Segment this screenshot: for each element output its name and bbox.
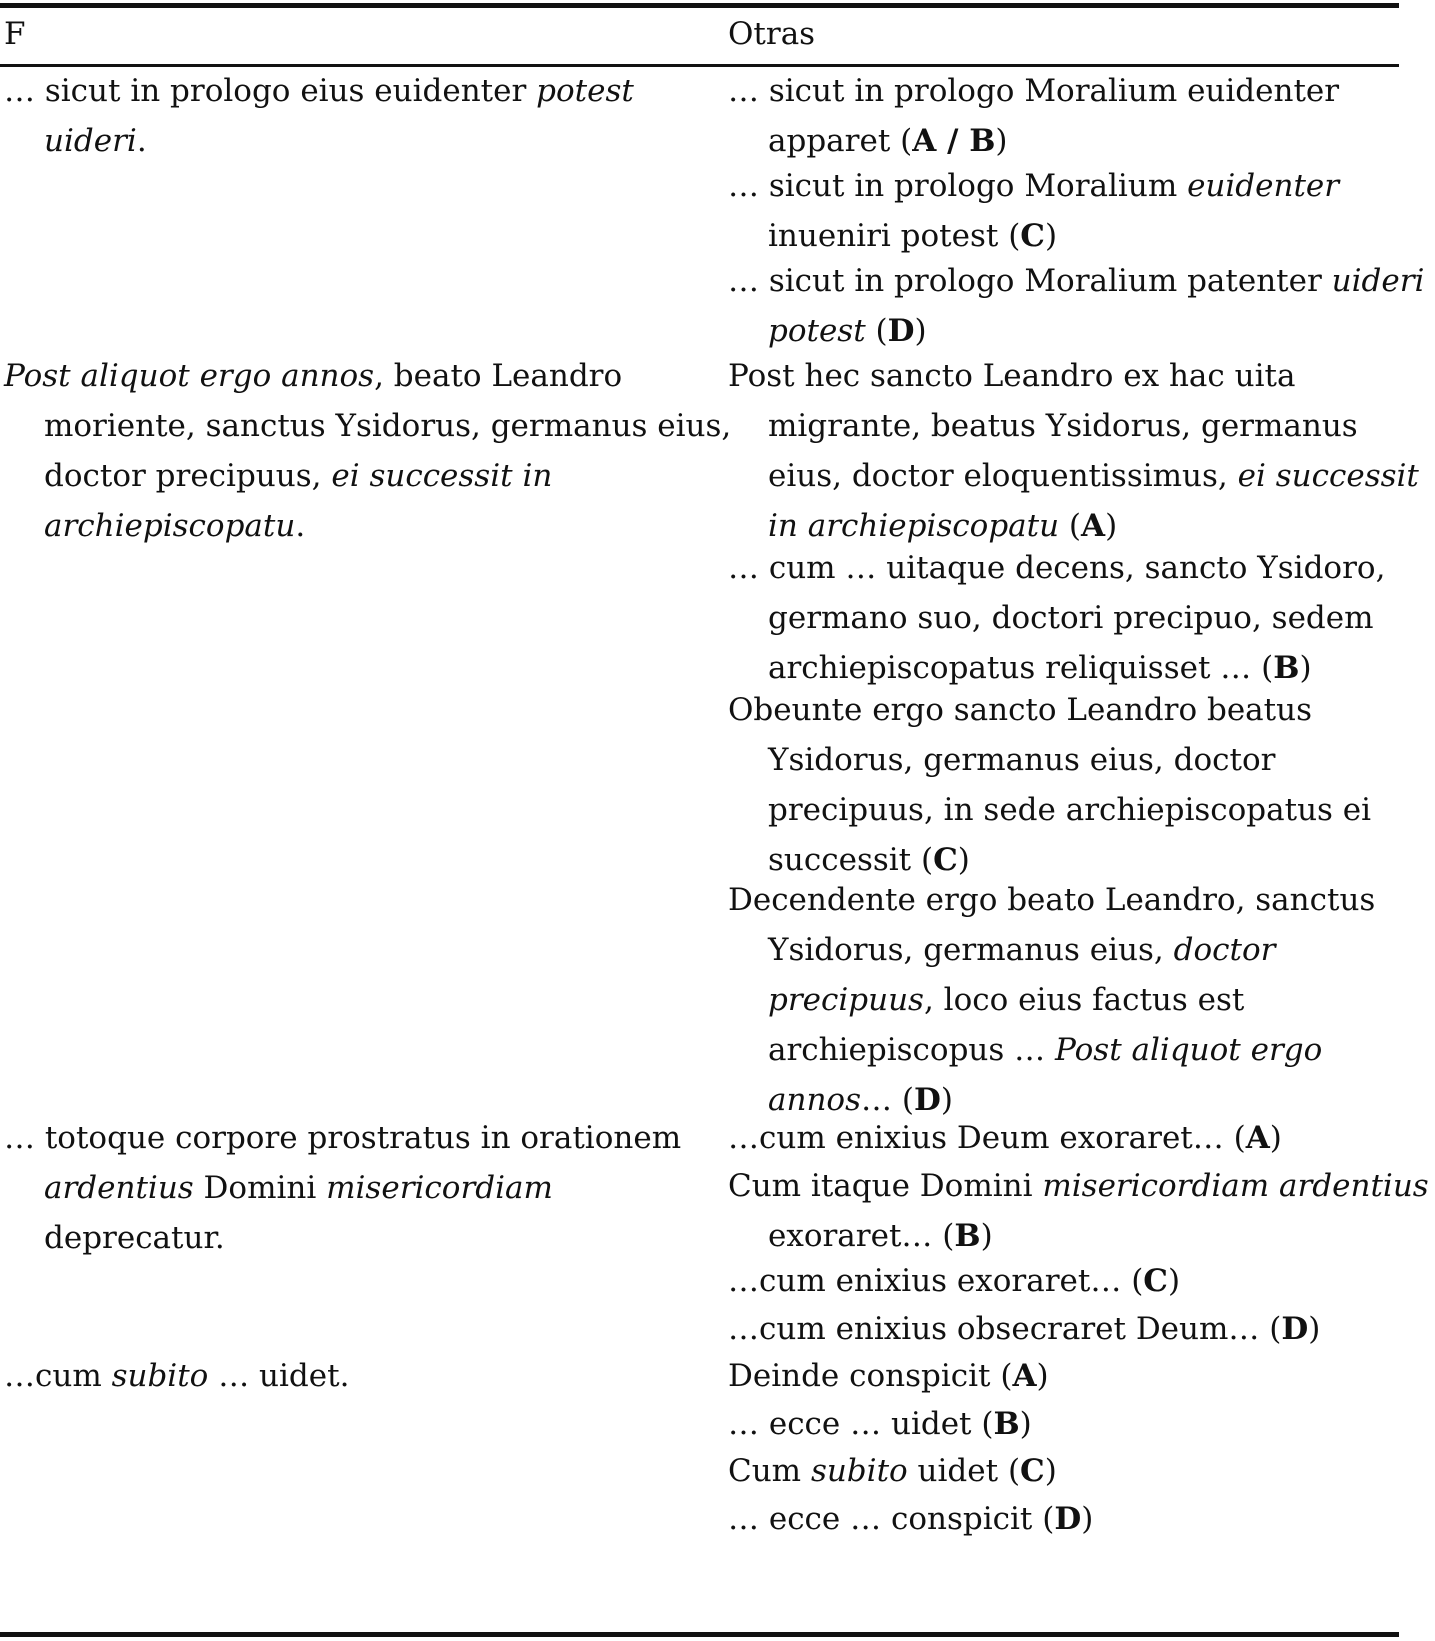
text-run: ) [1081,1501,1094,1537]
shared-text-italic: potest uideri [44,73,634,159]
text-run: Domini [193,1170,327,1206]
text-run: … sicut in prologo Moralium [728,168,1188,204]
witness-siglum: A [1081,508,1106,544]
shared-text-italic: ei successit in archiepiscopatu [44,458,553,544]
witness-siglum: C [1143,1263,1168,1299]
text-run: …cum enixius Deum exoraret… ( [728,1120,1246,1156]
text-run: ) [995,123,1008,159]
text-run: exoraret… ( [768,1218,955,1254]
text-run: ) [1308,1311,1321,1347]
shared-text-italic: doctor precipuus [768,932,1276,1018]
text-run: ) [1044,218,1058,254]
witness-siglum: B [954,1218,981,1254]
witness-siglum: B [1273,650,1300,686]
witness-siglum: C [933,842,958,878]
text-run: ) [1019,1406,1032,1442]
row-4-f-cell [4,1351,734,1401]
witness-siglum: C [1020,218,1045,254]
text-run: …cum enixius exoraret… ( [728,1263,1144,1299]
row-2-otras-c [728,685,1435,885]
row-4-otras-a [728,1351,1435,1401]
text-run: … sicut in prologo Moralium euidenter apparet ( [728,73,1340,159]
row-1-f-cell [4,66,734,166]
text-run: … ( [861,1082,914,1118]
witness-siglum: A [1012,1358,1037,1394]
row-2-otras-a [728,351,1435,551]
row-2-otras-d [728,875,1435,1125]
text-run: uidet ( [907,1453,1021,1489]
witness-siglum: D [1281,1311,1309,1347]
text-run: …cum enixius obsecraret Deum… ( [728,1311,1282,1347]
text-run: ) [940,1082,953,1118]
text-run: ) [1167,1263,1181,1299]
shared-text-italic: ardentius [44,1170,194,1206]
row-3-otras-b [728,1161,1435,1261]
text-run: ( [865,313,888,349]
row-3-f-cell [4,1113,734,1263]
text-run: Decendente ergo beato Leandro, sanctus Ysidorus, germanus eius, [728,882,1376,968]
shared-text-italic: Post aliquot ergo annos [768,1032,1323,1118]
witness-siglum: A [1245,1120,1270,1156]
text-run: Cum [728,1453,811,1489]
witness-siglum: A / B [912,123,996,159]
text-run: ) [1044,1453,1057,1489]
shared-text-italic: euidenter [1187,168,1340,204]
witness-siglum: D [913,1082,941,1118]
text-run: … sicut in prologo eius euidenter [4,73,537,109]
witness-siglum: D [1054,1501,1082,1537]
text-run: . [136,123,147,159]
text-run: Obeunte ergo sancto Leandro beatus Ysidorus, germanus eius, doctor precipuus, in sede archiepiscopatus ei successit ( [728,692,1372,878]
row-1-otras-c [728,161,1435,261]
row-3-otras-c [728,1256,1435,1306]
top-rule [0,3,1399,8]
text-run: . [295,508,306,544]
text-run: ( [1059,508,1082,544]
text-run: deprecatur. [44,1220,225,1256]
row-1-otras-a-b [728,66,1435,166]
shared-text-italic: subito [810,1453,908,1489]
row-3-otras-a [728,1113,1435,1163]
row-4-otras-d [728,1494,1435,1544]
text-run: Cum itaque Domini [728,1168,1043,1204]
row-2-f-cell [4,351,734,551]
shared-text-italic: subito [111,1358,209,1394]
row-4-otras-c [728,1446,1435,1496]
bottom-rule [0,1632,1399,1637]
row-3-otras-d [728,1304,1435,1354]
text-run: … ecce … conspicit ( [728,1501,1055,1537]
text-run: …cum [4,1358,112,1394]
column-header-otras: Otras [728,16,816,52]
text-run: ) [1269,1120,1282,1156]
shared-text-italic: misericordiam ardentius [1042,1168,1429,1204]
text-run: … cum … uitaque decens, sancto Ysidoro, germano suo, doctori precipuo, sedem archiepiscopatus reliquisset … ( [728,550,1386,686]
text-run: ) [1036,1358,1049,1394]
row-1-otras-d [728,256,1435,356]
text-run: ) [1299,650,1312,686]
shared-text-italic: uideri potest [768,263,1425,349]
text-run: ) [980,1218,993,1254]
text-run: … totoque corpore prostratus in orationem [4,1120,682,1156]
text-run: , loco eius factus est archiepiscopus … [768,982,1245,1068]
text-run: , beato Leandro moriente, sanctus Ysidorus, germanus eius, doctor precipuus, [44,358,732,494]
shared-text-italic: misericordiam [326,1170,553,1206]
text-run: … sicut in prologo Moralium patenter [728,263,1332,299]
column-header-f: F [4,16,26,52]
text-run: Deinde conspicit ( [728,1358,1013,1394]
row-2-otras-b [728,543,1435,693]
witness-siglum: B [993,1406,1020,1442]
text-run: ) [914,313,927,349]
text-run: … uidet. [208,1358,350,1394]
shared-text-italic: ei successit in archiepiscopatu [768,458,1419,544]
witness-siglum: C [1020,1453,1045,1489]
text-run: ) [1105,508,1118,544]
witness-siglum: D [887,313,915,349]
text-run: ) [957,842,970,878]
row-4-otras-b [728,1399,1435,1449]
text-run: … ecce … uidet ( [728,1406,994,1442]
shared-text-italic: Post aliquot ergo annos [4,358,375,394]
text-run: Post hec sancto Leandro ex hac uita migrante, beatus Ysidorus, germanus eius, doctor eloquentissimus, [728,358,1358,494]
text-run: inueniri potest ( [768,218,1021,254]
